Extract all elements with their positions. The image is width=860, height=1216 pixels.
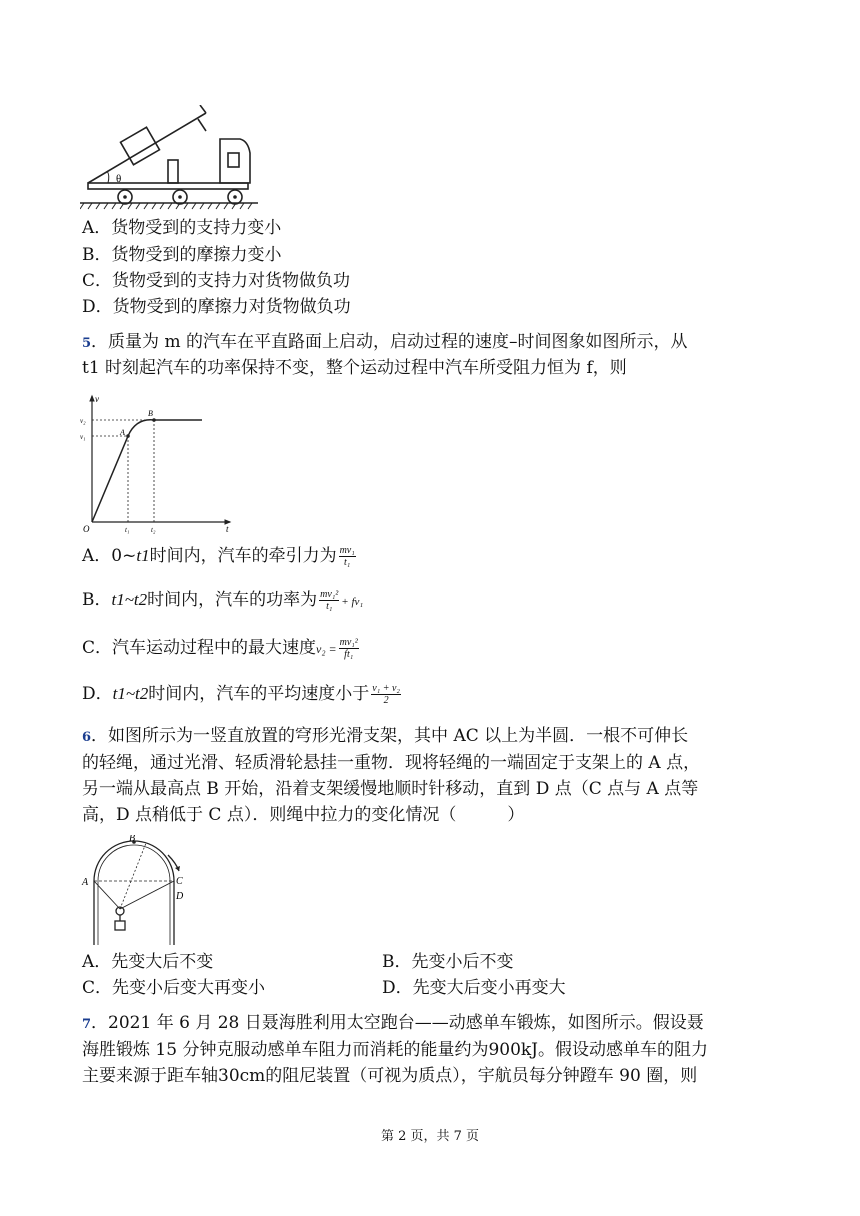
q5-stem-line2: t1 时刻起汽车的功率保持不变，整个运动过程中汽车所受阻力恒为 f，则 bbox=[82, 358, 627, 378]
q5-vt-graph bbox=[80, 392, 240, 534]
linear-segment bbox=[92, 436, 128, 522]
v1-tick-label: v₁ bbox=[80, 433, 86, 441]
fraction: $\frac{\text{mv₁²}}{\text{t₁}}$ bbox=[320, 589, 339, 612]
q7-stem-line1: 7．2021 年 6 月 28 日聂海胜利用太空跑台——动感单车锻炼，如图所示。假设聂 bbox=[82, 1013, 704, 1033]
tipping-bed bbox=[88, 113, 206, 183]
angle-theta: θ bbox=[116, 173, 122, 185]
q6-stem-line4: 高，D 点稍低于 C 点）．则绳中拉力的变化情况（ ） bbox=[82, 805, 525, 825]
q6-option-d: D．先变大后变小再变大 bbox=[382, 978, 566, 998]
q7-stem-line2: 海胜锻炼 15 分钟克服动感单车阻力而消耗的能量约为900kJ。假设动感单车的阻力 bbox=[82, 1040, 709, 1060]
q6-arch-figure bbox=[80, 835, 200, 947]
truck-cab bbox=[220, 139, 250, 183]
q6-option-a: A．先变大后不变 bbox=[82, 952, 214, 972]
q6-option-b: B．先变小后不变 bbox=[382, 952, 514, 972]
fraction: $\frac{\text{mv₁}}{\text{t₁}}$ bbox=[339, 545, 355, 568]
q4-option-c: C．货物受到的支持力对货物做负功 bbox=[82, 271, 351, 291]
arch-frame bbox=[94, 841, 174, 945]
weight-block bbox=[115, 921, 125, 930]
t1-tick-label: t₁ bbox=[125, 526, 130, 534]
fraction: $\frac{\text{mv₁²}}{\text{ft₁}}$ bbox=[339, 637, 358, 660]
q5-option-a: A．0~t1时间内，汽车的牵引力为 $\frac{\text{mv₁}}{\text{t₁}}$ bbox=[82, 545, 355, 568]
truck-chassis bbox=[88, 183, 248, 189]
truck-window bbox=[228, 153, 239, 167]
point-d-label: D bbox=[176, 891, 184, 902]
point-b-label: B bbox=[129, 835, 136, 844]
point-b bbox=[152, 418, 156, 422]
t2-tick-label: t₂ bbox=[151, 526, 156, 534]
question-number: 5 bbox=[82, 336, 92, 351]
q5-option-c: C．汽车运动过程中的最大速度v₂ = $\frac{\text{mv₁²}}{\text{ft₁}}$ bbox=[82, 637, 358, 660]
q4-option-d: D．货物受到的摩擦力对货物做负功 bbox=[82, 297, 351, 317]
q6-stem-line1: 6．如图所示为一竖直放置的穹形光滑支架，其中 AC 以上为半圆．一根不可伸长 bbox=[82, 726, 689, 746]
ground-hatch bbox=[80, 203, 252, 209]
point-c-label: C bbox=[176, 876, 183, 887]
q5-option-b: B．t1~t2时间内，汽车的功率为 $\frac{\text{mv₁²}}{\text{t₁}}$ + fv₁ bbox=[82, 589, 364, 612]
q6-option-c: C．先变小后变大再变小 bbox=[82, 978, 266, 998]
t-axis-label: t bbox=[226, 524, 229, 534]
truck-figure bbox=[80, 105, 260, 213]
q4-option-b: B．货物受到的摩擦力变小 bbox=[82, 245, 282, 265]
point-a-label: A bbox=[120, 428, 125, 437]
rope-right bbox=[120, 881, 174, 909]
hydraulic-lift bbox=[168, 160, 178, 183]
question-number: 6 bbox=[82, 730, 92, 745]
q4-option-a: A．货物受到的支持力变小 bbox=[82, 218, 282, 238]
curve-segment bbox=[128, 420, 154, 436]
v2-tick-label: v₂ bbox=[80, 417, 86, 425]
q7-stem-line3: 主要来源于距车轴30cm的阻尼装置（可视为质点），宇航员每分钟蹬车 90 圈，则 bbox=[82, 1066, 698, 1086]
point-a bbox=[126, 434, 130, 438]
v-axis-label: v bbox=[95, 394, 99, 404]
cargo-box bbox=[121, 127, 160, 165]
q5-option-d: D．t1~t2时间内，汽车的平均速度小于 $\frac{\text{v₁ + v₂}}{2}$ bbox=[82, 683, 400, 706]
origin-label: O bbox=[83, 524, 90, 534]
point-a-label: A bbox=[82, 877, 89, 888]
point-b-label: B bbox=[148, 409, 153, 418]
q6-stem-line3: 另一端从最高点 B 开始，沿着支架缓慢地顺时针移动，直到 D 点（C 点与 A 点等 bbox=[82, 779, 699, 799]
q6-stem-line2: 的轻绳，通过光滑、轻质滑轮悬挂一重物．现将轻绳的一端固定于支架上的 A 点， bbox=[82, 753, 701, 773]
question-number: 7 bbox=[82, 1017, 92, 1032]
q5-stem-line1: 5．质量为 m 的汽车在平直路面上启动，启动过程的速度–时间图象如图所示，从 bbox=[82, 332, 688, 352]
fraction: $\frac{\text{v₁ + v₂}}{2}$ bbox=[372, 683, 400, 706]
page-footer: 第 2 页，共 7 页 bbox=[380, 1129, 480, 1144]
